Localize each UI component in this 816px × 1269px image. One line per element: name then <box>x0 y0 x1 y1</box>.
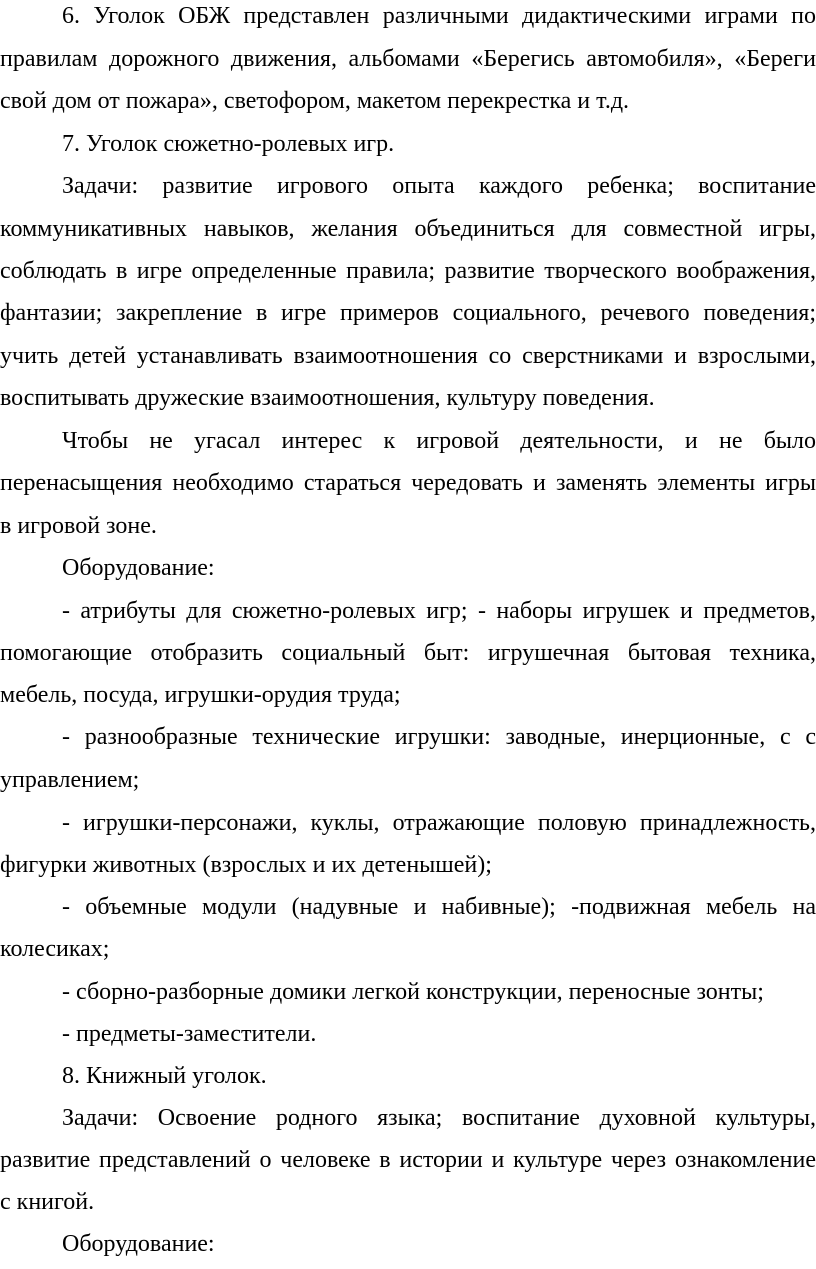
text-line: 6. Уголок ОБЖ представлен различными дидактическими играми по <box>62 3 816 29</box>
text-line: - разнообразные технические игрушки: заводные, инерционные, с с <box>62 724 816 750</box>
text-line: Оборудование: <box>62 555 215 581</box>
text-line: развитие представлений о человеке в истории и культуре через ознакомление <box>0 1147 816 1173</box>
text-line: Задачи: развитие игрового опыта каждого ребенка; воспитание <box>62 173 816 199</box>
text-line: правилам дорожного движения, альбомами «Берегись автомобиля», «Береги <box>0 46 816 72</box>
text-line: Оборудование: <box>62 1231 215 1257</box>
text-line: - сборно-разборные домики легкой конструкции, переносные зонты; <box>62 979 764 1005</box>
text-line: управлением; <box>0 767 140 793</box>
text-line: соблюдать в игре определенные правила; развитие творческого воображения, <box>0 258 816 284</box>
text-line: колесиках; <box>0 936 110 962</box>
text-line: коммуникативных навыков, желания объединиться для совместной игры, <box>0 216 816 242</box>
text-line: Задачи: Освоение родного языка; воспитание духовной культуры, <box>62 1105 816 1131</box>
text-line: учить детей устанавливать взаимоотношения со сверстниками и взрослыми, <box>0 343 816 369</box>
text-line: помогающие отобразить социальный быт: игрушечная бытовая техника, <box>0 640 816 666</box>
text-line: фантазии; закрепление в игре примеров социального, речевого поведения; <box>0 300 816 326</box>
text-line: - объемные модули (надувные и набивные); -подвижная мебель на <box>62 894 816 920</box>
text-line: 7. Уголок сюжетно-ролевых игр. <box>62 131 395 157</box>
text-line: - игрушки-персонажи, куклы, отражающие половую принадлежность, <box>62 810 816 836</box>
text-line: перенасыщения необходимо стараться чередовать и заменять элементы игры <box>0 470 816 496</box>
text-line: с книгой. <box>0 1189 95 1215</box>
text-line: - атрибуты для сюжетно-ролевых игр; - наборы игрушек и предметов, <box>62 598 816 624</box>
text-line: Чтобы не угасал интерес к игровой деятельности, и не было <box>62 428 816 454</box>
text-line: - предметы-заместители. <box>62 1021 317 1047</box>
text-line: мебель, посуда, игрушки-орудия труда; <box>0 682 401 708</box>
text-line: фигурки животных (взрослых и их детенышей); <box>0 852 492 878</box>
text-line: свой дом от пожара», светофором, макетом перекрестка и т.д. <box>0 88 630 114</box>
text-line: в игровой зоне. <box>0 513 157 539</box>
text-line: 8. Книжный уголок. <box>62 1063 267 1089</box>
text-line: воспитывать дружеские взаимоотношения, культуру поведения. <box>0 385 655 411</box>
